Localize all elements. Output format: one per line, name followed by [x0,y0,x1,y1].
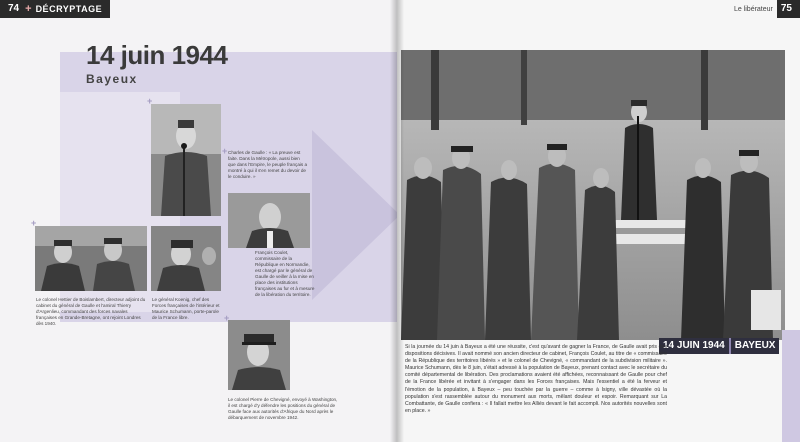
left-page-number: 74 [0,0,23,18]
page-title-place: Bayeux [86,72,138,86]
photo-boislambert [35,226,147,291]
plus-icon: + [224,313,230,323]
caption-de-gaulle: Charles de Gaulle : « La preuve est faite. Dans la Métropole, aussi bien que dans l'Empire, le peuple français a montré à qui il s'en remet du devoir de le conduire. » [228,150,308,179]
lavender-corner-tab [782,330,800,442]
photo-chevigne [228,320,290,390]
book-gutter [390,0,404,442]
right-header [734,0,800,18]
plus-icon: + [222,146,228,156]
caption-boislambert: Le colonel Hettier de Boislambert, directeur adjoint du cabinet du général de Gaulle et l'amiral Thierry d'Argenlieu, commandant des forces navales françaises en Grande-Bretagne, ont rejoint Londres dès 1940. [36,297,146,326]
plus-icon: + [31,218,37,228]
page-title-date: 14 juin 1944 [86,40,228,70]
running-title: Le libérateur [733,5,773,13]
photo-coulet [228,193,310,248]
caption-koenig: Le général Koenig, chef des Forces françaises de l'intérieur et Maurice Schumann, porte-parole de la France libre. [152,297,220,320]
date-banner [659,338,779,354]
arrow-decoration [312,130,397,300]
plus-icon: + [147,96,153,106]
banner-place: BAYEUX [729,338,780,354]
left-header [0,0,110,18]
caption-coulet: François Coulet, commissaire de la République en Normandie, est chargé par le général de Gaulle de veiller à la mise en place des institutions françaises au fur et à mesure de la libération du territoire. [255,250,315,297]
photo-de-gaulle [151,104,221,216]
caption-chevigne: Le colonel Pierre de Chevigné, envoyé à Washington, il est chargé d'y défendre les positions du général de Gaulle face aux autorités d'Afrique du Nord après le débarquement de novembre 1942. [228,397,338,420]
right-page [397,0,800,442]
section-title: DÉCRYPTAGE [34,0,111,18]
right-page-number: 75 [777,0,800,18]
main-photo-bayeux-crowd [401,50,785,340]
body-paragraph: Si la journée du 14 juin à Bayeux a été une réussite, c'est qu'avant de gagner la France, de Gaulle avait pris des dispositions décisives. Il avait nommé son ancien directeur de cabinet, François Coulet, au titre de « commissaire de la République des territoires libérés » et le colonel de Chevigné, « commandant de la subdivision militaire ». Maurice Schumann, dès le 8 juin, s'était adressé à la population de Bayeux, prenant contact avec le secrétaire du comité départemental de libération. Des proclamations avaient été affichées, reconnaissant de Gaulle pour chef de la France libérée et invitant à s'engager dans les Forces françaises. Mais l'essentiel a été la ferveur et l'émotion de la population, à Bayeux – peu touchée par la guerre – comme à Isigny, ville dévastée où la population s'est rassemblée autour du monument aux morts, mêlant douleur et espoir. Remarquant sur La Combattante, de Gaulle confiera : « Il fallait mettre les Alliés devant le fait accompli. Nos autorités nouvelles sont en place. » [405,344,667,414]
photo-koenig [151,226,221,291]
left-page [0,0,397,442]
banner-date: 14 JUIN 1944 [659,338,729,354]
plus-icon: + [23,0,33,18]
